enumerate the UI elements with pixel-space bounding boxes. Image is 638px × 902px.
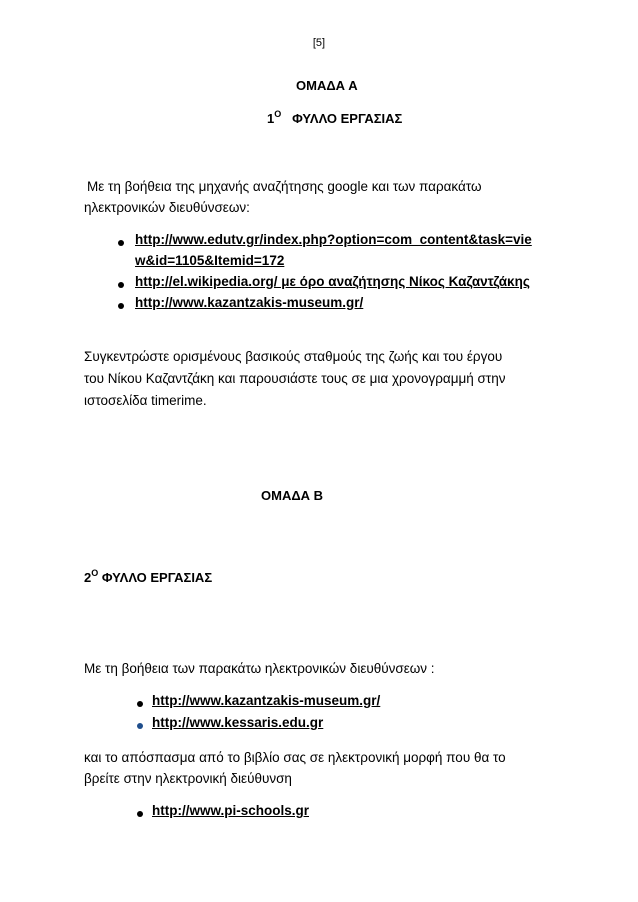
group-b-intro: Με τη βοήθεια των παρακάτω ηλεκτρονικών διευθύνσεων : xyxy=(84,661,435,676)
group-b-book-line2: βρείτε στην ηλεκτρονική διεύθυνση xyxy=(84,771,292,786)
group-a-sheet-heading xyxy=(267,109,402,126)
group-a-task-line3: ιστοσελίδα timerime. xyxy=(84,393,207,408)
group-a-task-line1: Συγκεντρώστε ορισμένους βασικούς σταθμούς της ζωής και του έργου xyxy=(84,349,503,364)
group-a-task-line2: του Νίκου Καζαντζάκη και παρουσιάστε τους σε μια χρονογραμμή στην xyxy=(84,371,506,386)
group-b-sheet-heading xyxy=(84,568,212,585)
sheet-ordinal: Ο xyxy=(274,109,282,119)
link-pi-schools[interactable]: http://www.pi-schools.gr xyxy=(152,803,309,818)
sheet-number: 1 xyxy=(267,111,275,126)
page-number: [5] xyxy=(312,37,326,49)
sheet-title: ΦΥΛΛΟ ΕΡΓΑΣΙΑΣ xyxy=(101,570,213,585)
link-edutv-line2[interactable]: w&id=1105&Itemid=172 xyxy=(135,253,285,268)
sheet-title: ΦΥΛΛΟ ΕΡΓΑΣΙΑΣ xyxy=(292,111,403,126)
bullet-icon xyxy=(118,303,124,309)
group-a-intro-line2: ηλεκτρονικών διευθύνσεων: xyxy=(84,200,250,215)
sheet-number: 2 xyxy=(84,570,92,585)
link-kessaris[interactable]: http://www.kessaris.edu.gr xyxy=(152,715,324,730)
group-a-title: ΟΜΑΔΑ Α xyxy=(296,78,358,93)
group-b-title: ΟΜΑΔΑ Β xyxy=(261,488,324,503)
bullet-icon xyxy=(137,723,143,729)
link-edutv-line1[interactable]: http://www.edutv.gr/index.php?option=com_content&task=vie xyxy=(135,232,532,247)
group-b-book-line1: και το απόσπασμα από το βιβλίο σας σε ηλεκτρονική μορφή που θα το xyxy=(84,750,506,765)
sheet-ordinal: Ο xyxy=(91,568,99,578)
link-kazantzakis-museum[interactable]: http://www.kazantzakis-museum.gr/ xyxy=(135,295,364,310)
bullet-icon xyxy=(118,240,124,246)
bullet-icon xyxy=(137,811,143,817)
bullet-icon xyxy=(137,701,143,707)
bullet-icon xyxy=(118,282,124,288)
group-a-intro-line1: Με τη βοήθεια της μηχανής αναζήτησης google και των παρακάτω xyxy=(87,179,482,194)
link-kazantzakis-museum-b[interactable]: http://www.kazantzakis-museum.gr/ xyxy=(152,693,381,708)
link-wikipedia[interactable]: http://el.wikipedia.org/ με όρο αναζήτησης Νίκος Καζαντζάκης xyxy=(135,274,530,289)
